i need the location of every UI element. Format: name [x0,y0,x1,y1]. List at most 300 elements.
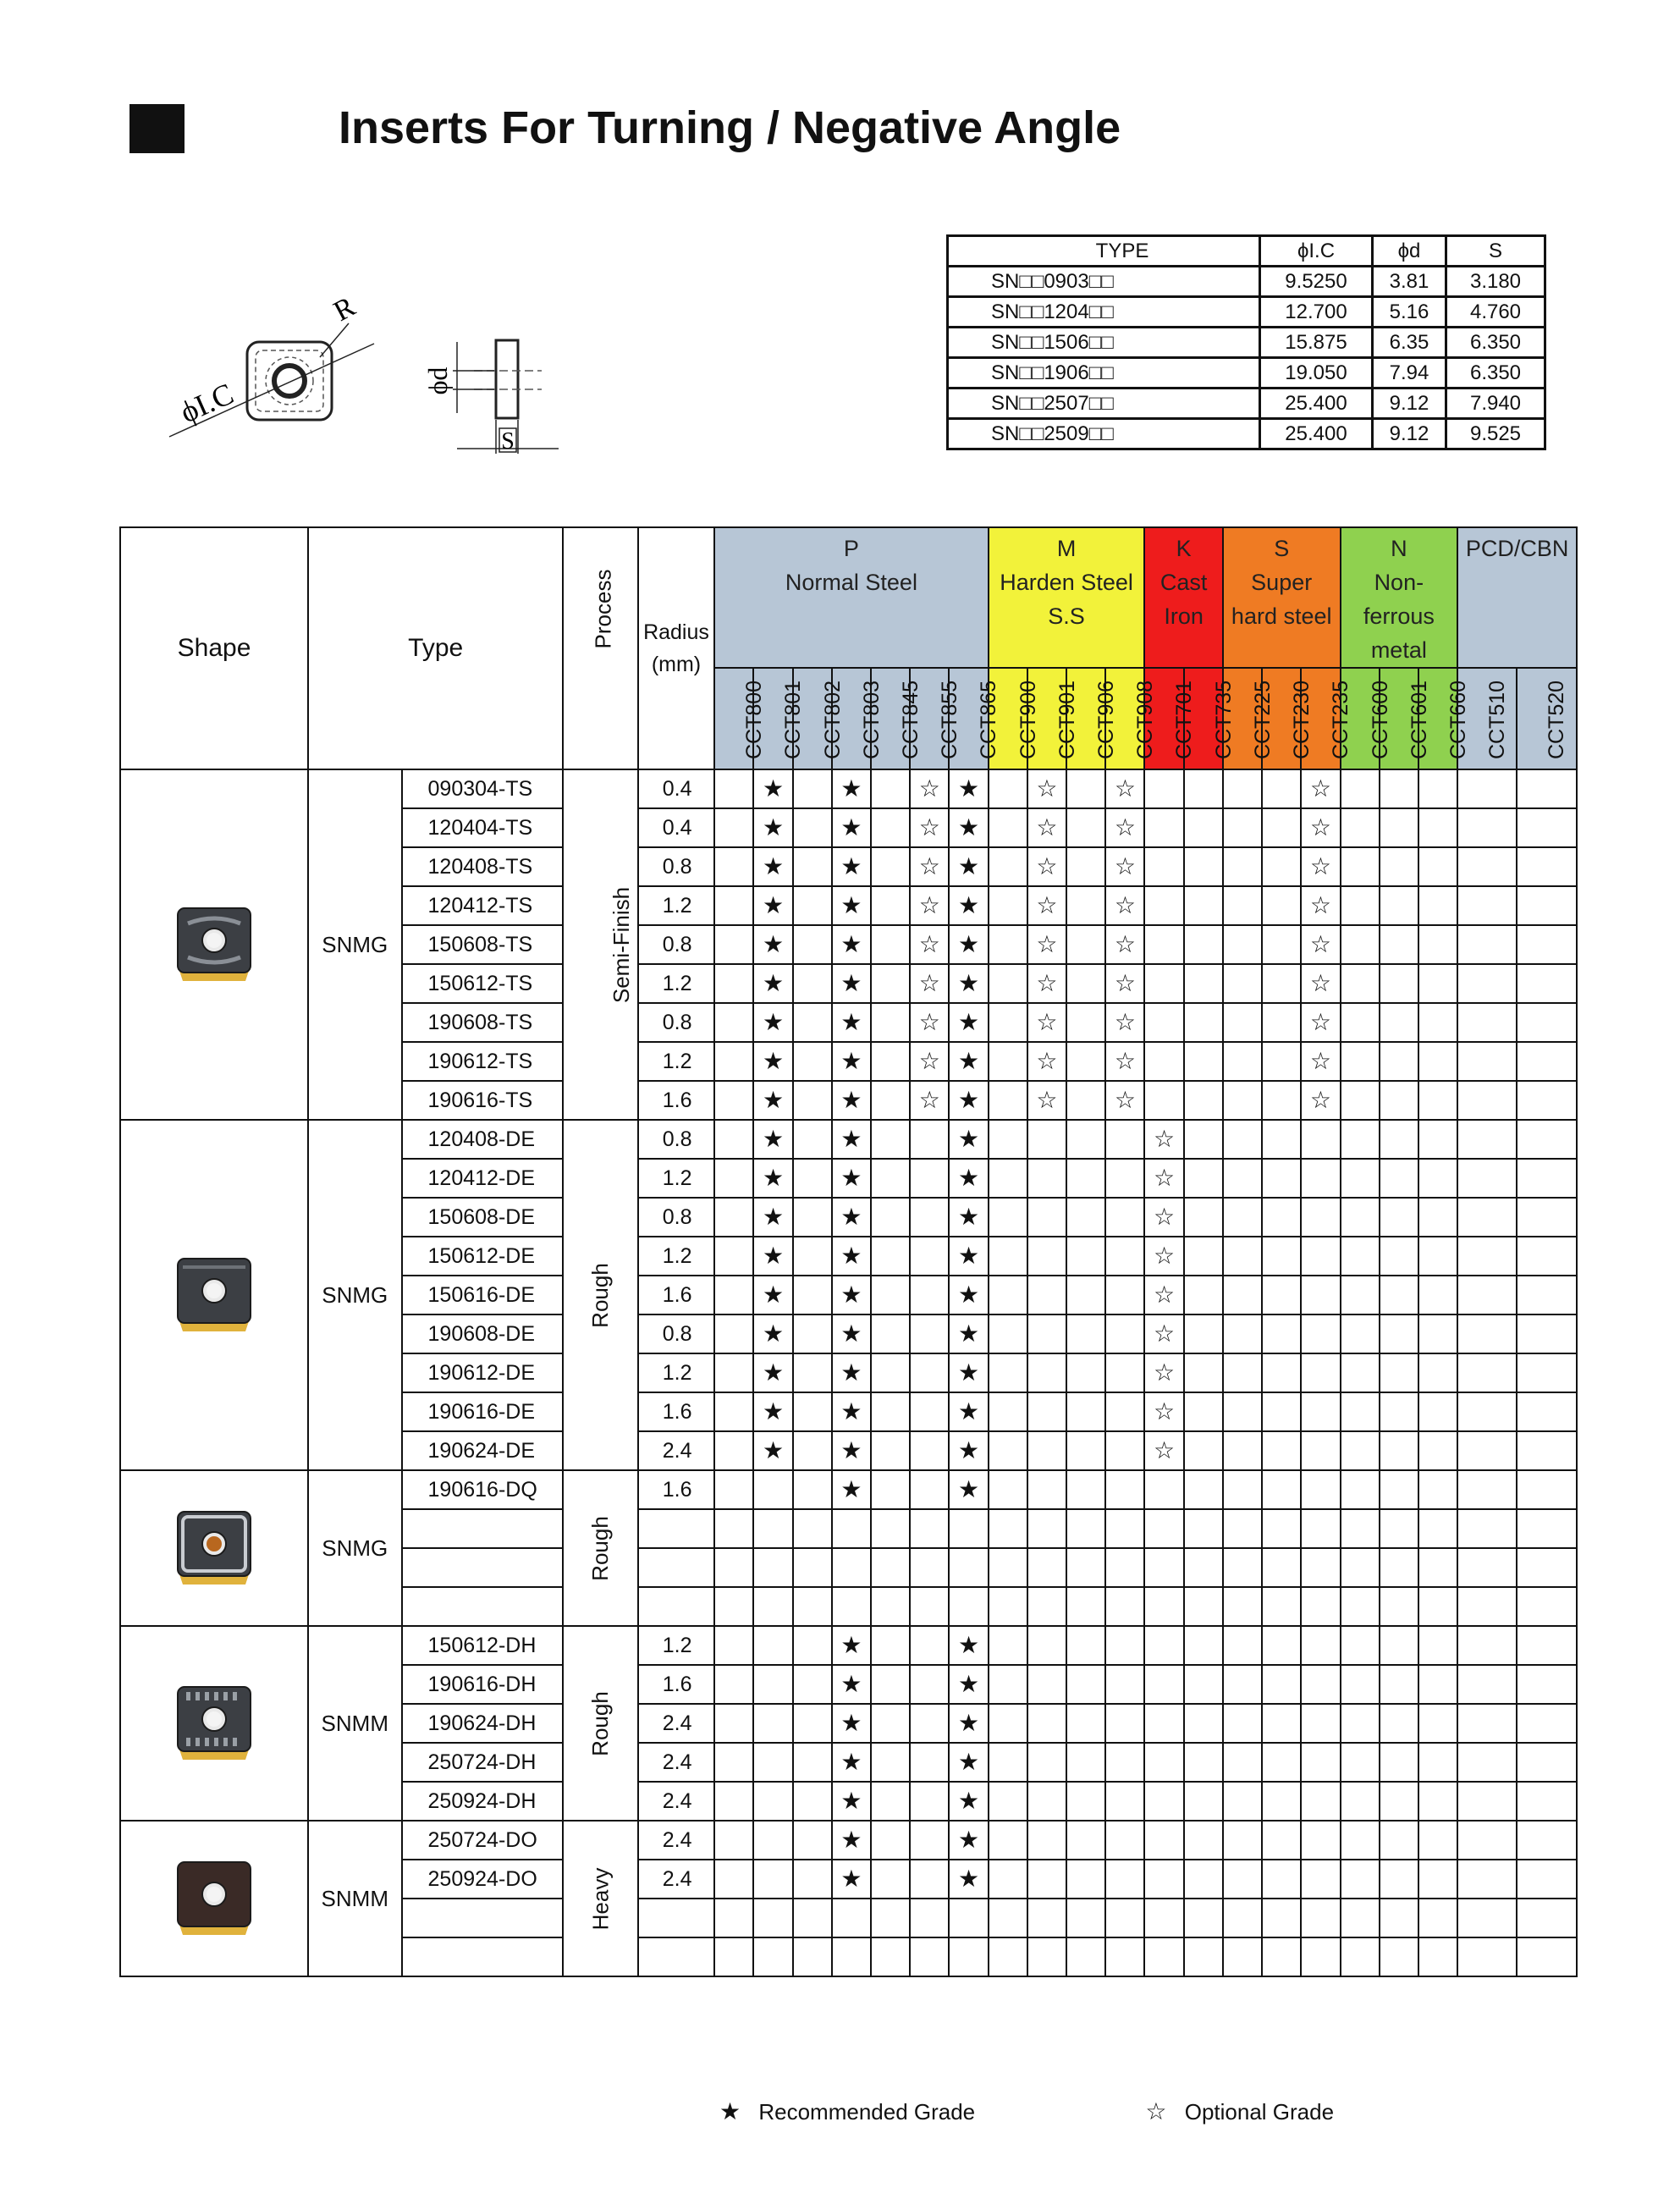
grade-mark-cell [1262,1470,1301,1509]
insert-code-cell: 190624-DE [402,1431,564,1470]
recommended-star-icon: ★ [949,1120,988,1159]
grade-mark-cell [1301,1470,1340,1509]
grade-mark-cell [1380,1276,1418,1314]
grade-mark-cell [1380,1782,1418,1821]
grade-mark-cell [1066,1743,1105,1782]
grade-mark-cell [1105,1353,1144,1392]
grade-mark-cell [1105,1626,1144,1665]
recommended-star-icon: ★ [949,769,988,808]
grade-mark-cell [910,1237,949,1276]
insert-code-cell [402,1587,564,1626]
grade-mark-cell [1418,1237,1457,1276]
grade-mark-cell [1027,1704,1066,1743]
grade-mark-cell [1105,1237,1144,1276]
optional-star-icon: ☆ [910,1003,949,1042]
grade-mark-cell [1341,1509,1380,1548]
grade-mark-cell [1262,1237,1301,1276]
grade-mark-cell [1380,1899,1418,1937]
grade-mark-cell [1380,808,1418,847]
grade-mark-cell [793,1276,832,1314]
recommended-star-icon: ★ [949,1704,988,1743]
grade-mark-cell [1027,1587,1066,1626]
grade-mark-cell [1027,1198,1066,1237]
grade-mark-cell [910,1821,949,1860]
grade-mark-cell [1105,1860,1144,1899]
grade-mark-cell [1184,925,1223,964]
grade-mark-cell [989,1042,1027,1081]
grade-mark-cell [1457,1587,1517,1626]
grade-mark-cell [1144,1042,1183,1081]
table-row [120,769,1577,808]
spec-cell: 12.700 [1260,297,1373,328]
insert-code-cell [402,1548,564,1587]
grade-mark-cell [793,1937,832,1976]
radius-cell: 1.6 [638,1665,714,1704]
grade-mark-cell [793,1314,832,1353]
grade-mark-cell [793,1003,832,1042]
grade-label: CCT803 [859,680,884,759]
grade-mark-cell [1341,1120,1380,1159]
grade-mark-cell [1418,808,1457,847]
recommended-star-icon: ★ [832,808,871,847]
radius-cell: 2.4 [638,1860,714,1899]
spec-cell: 25.400 [1260,389,1373,419]
insert-code-cell: 190616-DH [402,1665,564,1704]
grade-mark-cell [1105,1821,1144,1860]
grade-mark-cell [793,1704,832,1743]
grade-mark-cell [1223,886,1262,925]
group-letter: K [1176,536,1192,561]
grade-mark-cell [1184,1937,1223,1976]
grade-mark-cell [832,1899,871,1937]
grade-mark-cell [1301,1276,1340,1314]
grade-mark-cell [1517,847,1577,886]
grade-mark-cell [871,1314,910,1353]
grade-mark-cell [989,1431,1027,1470]
spec-cell: 9.12 [1373,389,1446,419]
grade-mark-cell [1380,1587,1418,1626]
grade-mark-cell [1301,1237,1340,1276]
grade-mark-cell [1027,1821,1066,1860]
radius-cell: 1.2 [638,1159,714,1198]
recommended-star-icon: ★ [753,1431,792,1470]
grade-mark-cell [1223,1353,1262,1392]
radius-cell: 2.4 [638,1821,714,1860]
recommended-star-icon: ★ [832,1782,871,1821]
grade-mark-cell [1380,1548,1418,1587]
grade-mark-cell [1027,1665,1066,1704]
recommended-star-icon: ★ [832,1470,871,1509]
grade-mark-cell [1027,1159,1066,1198]
optional-star-icon: ☆ [1144,1198,1183,1237]
grade-mark-cell [1223,1431,1262,1470]
material-group-n [1341,527,1458,668]
grade-mark-cell [1380,1314,1418,1353]
grade-mark-cell [949,1509,988,1548]
grade-mark-cell [1517,1860,1577,1899]
grade-mark-cell [1066,1821,1105,1860]
grade-mark-cell [910,1314,949,1353]
grade-mark-cell [989,1704,1027,1743]
group-name: Normal Steel [785,570,917,595]
grade-mark-cell [910,1626,949,1665]
radius-header [638,527,714,769]
grade-label: CCT660 [1446,680,1470,759]
grade-mark-cell [1262,1782,1301,1821]
grade-mark-cell [1457,1431,1517,1470]
grade-mark-cell [1105,1509,1144,1548]
grade-mark-cell [1066,1782,1105,1821]
grade-mark-cell [1418,1120,1457,1159]
grade-mark-cell [1184,1548,1223,1587]
recommended-star-icon: ★ [949,1665,988,1704]
grade-mark-cell [1262,1743,1301,1782]
grade-mark-cell [1418,1081,1457,1120]
grade-mark-cell [1027,1431,1066,1470]
recommended-star-icon: ★ [949,1081,988,1120]
recommended-star-icon: ★ [753,1314,792,1353]
grade-mark-cell [1418,1665,1457,1704]
recommended-star-icon: ★ [832,1665,871,1704]
optional-star-icon: ☆ [1144,1431,1183,1470]
grade-mark-cell [753,1937,792,1976]
grade-label: CCT225 [1250,680,1275,759]
grade-mark-cell [793,1353,832,1392]
recommended-star-icon: ★ [949,1860,988,1899]
recommended-star-icon: ★ [753,1353,792,1392]
grade-mark-cell [1144,847,1183,886]
spec-cell: 6.350 [1446,358,1545,389]
grade-mark-cell [1066,1081,1105,1120]
grade-mark-cell [714,1782,753,1821]
grade-mark-cell [1301,1353,1340,1392]
grade-mark-cell [1457,1509,1517,1548]
ic-label: ϕI.C [174,376,239,430]
grade-mark-cell [1027,1392,1066,1431]
grade-mark-cell [714,1821,753,1860]
grade-mark-cell [1027,1899,1066,1937]
grade-mark-cell [1184,1392,1223,1431]
recommended-star-icon: ★ [832,1860,871,1899]
optional-star-icon: ☆ [1301,1003,1340,1042]
grade-mark-cell [1105,1548,1144,1587]
grade-mark-cell [1457,1353,1517,1392]
grade-mark-cell [714,1431,753,1470]
grade-mark-cell [832,1937,871,1976]
recommended-star-icon: ★ [949,1159,988,1198]
recommended-star-icon: ★ [753,925,792,964]
optional-star-icon: ☆ [910,964,949,1003]
grade-mark-cell [1457,1821,1517,1860]
grade-mark-cell [1184,847,1223,886]
recommended-star-icon: ★ [832,1120,871,1159]
grade-mark-cell [1262,1509,1301,1548]
recommended-star-icon: ★ [949,1042,988,1081]
spec-header-cell: S [1446,236,1545,267]
grade-mark-cell [793,1821,832,1860]
spec-cell: 9.5250 [1260,267,1373,297]
optional-star-icon: ☆ [910,1081,949,1120]
recommended-star-icon: ★ [949,1314,988,1353]
grade-mark-cell [1301,1159,1340,1198]
grade-mark-cell [714,1120,753,1159]
grade-mark-cell [1341,1626,1380,1665]
recommended-star-icon: ★ [832,1159,871,1198]
grade-mark-cell [1262,1159,1301,1198]
grade-mark-cell [1066,769,1105,808]
grade-mark-cell [753,1470,792,1509]
radius-cell: 2.4 [638,1704,714,1743]
spec-row [948,389,1545,419]
grade-mark-cell [1027,1314,1066,1353]
grade-mark-cell [793,886,832,925]
grade-mark-cell [871,1821,910,1860]
grade-mark-cell [1380,964,1418,1003]
grade-mark-cell [910,1120,949,1159]
material-group-pcd [1457,527,1577,668]
optional-star-icon: ☆ [1144,1237,1183,1276]
optional-star-icon: ☆ [1301,964,1340,1003]
grade-label: CCT230 [1290,680,1314,759]
optional-star-icon: ☆ [910,808,949,847]
grade-mark-cell [1341,886,1380,925]
grade-mark-cell [1418,1276,1457,1314]
grade-mark-cell [793,769,832,808]
grade-mark-cell [1144,1782,1183,1821]
grade-mark-cell [1262,1548,1301,1587]
grade-mark-cell [1418,1821,1457,1860]
grade-mark-cell [871,925,910,964]
grade-mark-cell [1184,1314,1223,1353]
recommended-star-icon: ★ [832,1821,871,1860]
grade-mark-cell [871,1081,910,1120]
spec-cell: SN□□0903□□ [948,267,1260,297]
radius-cell: 0.8 [638,847,714,886]
grade-mark-cell [1262,1665,1301,1704]
process-label: Rough [587,1690,614,1756]
grade-mark-cell [989,1626,1027,1665]
recommended-star-icon: ★ [949,1470,988,1509]
group-letter: P [843,536,859,561]
grade-mark-cell [1105,1470,1144,1509]
optional-star-icon: ☆ [1027,925,1066,964]
grade-mark-cell [1105,1198,1144,1237]
grade-label: CCT906 [1094,680,1119,759]
grade-mark-cell [1418,1548,1457,1587]
grade-mark-cell [1144,1626,1183,1665]
recommended-star-icon: ★ [832,925,871,964]
insert-code-cell: 150608-TS [402,925,564,964]
spec-row [948,267,1545,297]
recommended-star-icon: ★ [753,1042,792,1081]
grade-mark-cell [1066,886,1105,925]
spec-table-header-row [948,236,1545,267]
grade-mark-cell [1105,1899,1144,1937]
insert-code-cell: 190612-DE [402,1353,564,1392]
grade-mark-cell [1184,1860,1223,1899]
grade-mark-cell [1223,1937,1262,1976]
insert-code-cell: 190612-TS [402,1042,564,1081]
optional-star-icon: ☆ [910,769,949,808]
page-title: Inserts For Turning / Negative Angle [339,102,1121,153]
grade-mark-cell [871,1003,910,1042]
radius-cell: 1.2 [638,964,714,1003]
grade-mark-cell [1144,1003,1183,1042]
recommended-star-icon: ★ [949,964,988,1003]
grade-mark-cell [1517,1782,1577,1821]
grade-mark-cell [1341,1237,1380,1276]
grade-mark-cell [1418,1860,1457,1899]
recommended-star-icon: ★ [753,847,792,886]
grade-mark-cell [871,1626,910,1665]
grade-mark-cell [1223,964,1262,1003]
grade-mark-cell [793,1392,832,1431]
optional-star-icon: ☆ [1301,886,1340,925]
grade-mark-cell [1262,1042,1301,1081]
grade-mark-cell [1301,1392,1340,1431]
process-header-label: Process [590,569,616,649]
grade-mark-cell [1418,1353,1457,1392]
grade-mark-cell [1262,769,1301,808]
insert-code-cell: 150616-DE [402,1276,564,1314]
grade-mark-cell [1341,1665,1380,1704]
grade-mark-cell [1105,1159,1144,1198]
grade-mark-cell [1223,769,1262,808]
grade-mark-cell [1457,1626,1517,1665]
grade-mark-cell [1380,886,1418,925]
grade-mark-cell [793,1237,832,1276]
process-label: Rough [587,1515,614,1581]
grade-mark-cell [1262,886,1301,925]
grade-mark-cell [1066,1665,1105,1704]
group-letter: M [1056,536,1077,561]
grade-mark-cell [989,1198,1027,1237]
recommended-star-icon: ★ [832,1431,871,1470]
process-cell [563,1821,637,1976]
material-group-k [1144,527,1222,668]
grade-mark-cell [1105,1665,1144,1704]
grade-mark-cell [989,1314,1027,1353]
grade-mark-cell [753,1704,792,1743]
grade-mark-cell [1380,1665,1418,1704]
type-cell: SNMG [308,769,402,1120]
grade-mark-cell [1223,1314,1262,1353]
grade-mark-cell [1457,769,1517,808]
grade-mark-cell [1027,1353,1066,1392]
grade-mark-cell [1184,1782,1223,1821]
snmg-de-insert-icon [168,1248,261,1342]
grade-mark-cell [871,1470,910,1509]
grade-mark-cell [989,1665,1027,1704]
grade-mark-cell [1341,769,1380,808]
optional-star-icon: ☆ [1144,1392,1183,1431]
grade-mark-cell [989,886,1027,925]
grade-mark-cell [1105,1743,1144,1782]
grade-mark-cell [1341,1899,1380,1937]
insert-code-cell: 190616-TS [402,1081,564,1120]
grade-mark-cell [1066,1042,1105,1081]
grade-mark-cell [871,1548,910,1587]
optional-star-icon: ☆ [910,1042,949,1081]
grade-mark-cell [1457,1548,1517,1587]
optional-star-icon: ☆ [1105,769,1144,808]
insert-code-cell: 250724-DH [402,1743,564,1782]
grade-mark-cell [1027,1120,1066,1159]
grade-mark-cell [1027,1509,1066,1548]
group-letter: N [1391,536,1407,561]
grade-mark-cell [1301,1120,1340,1159]
grade-mark-cell [753,1509,792,1548]
grade-mark-cell [1457,1159,1517,1198]
grade-header-cct800 [714,668,767,769]
table-row [120,1470,1577,1509]
grade-mark-cell [714,1159,753,1198]
grade-mark-cell [1184,1042,1223,1081]
grade-mark-cell [1223,808,1262,847]
grade-mark-cell [714,1276,753,1314]
insert-code-cell: 250924-DH [402,1782,564,1821]
grade-mark-cell [1301,1821,1340,1860]
grade-mark-cell [1144,1821,1183,1860]
grade-mark-cell [1223,1392,1262,1431]
spec-cell: 15.875 [1260,328,1373,358]
grade-mark-cell [1105,1276,1144,1314]
grade-mark-cell [1341,1782,1380,1821]
optional-star-icon: ☆ [910,925,949,964]
grade-mark-cell [1184,1237,1223,1276]
type-cell: SNMM [308,1821,402,1976]
grade-label: CCT855 [938,680,962,759]
recommended-star-icon: ★ [753,964,792,1003]
shape-cell [120,1470,308,1626]
grade-mark-cell [1380,769,1418,808]
grade-mark-cell [1066,1548,1105,1587]
grade-mark-cell [1457,1899,1517,1937]
grade-mark-cell [832,1509,871,1548]
grade-mark-cell [1066,1353,1105,1392]
recommended-star-icon: ★ [832,1081,871,1120]
grade-mark-cell [1262,1003,1301,1042]
insert-code-cell: 190608-DE [402,1314,564,1353]
grade-mark-cell [1144,1704,1183,1743]
grade-mark-cell [1223,1743,1262,1782]
recommended-star-icon: ★ [832,769,871,808]
grade-mark-cell [1418,769,1457,808]
grade-mark-cell [1144,1081,1183,1120]
insert-code-cell: 190616-DQ [402,1470,564,1509]
grade-mark-cell [793,1743,832,1782]
radius-cell: 0.8 [638,1198,714,1237]
grade-mark-cell [871,808,910,847]
radius-cell: 0.8 [638,1314,714,1353]
radius-cell: 0.8 [638,925,714,964]
grade-mark-cell [1223,1548,1262,1587]
optional-star-icon: ☆ [1301,847,1340,886]
grade-label: CCT801 [781,680,806,759]
grade-mark-cell [1184,1198,1223,1237]
grade-mark-cell [793,1042,832,1081]
grade-mark-cell [989,1237,1027,1276]
process-cell [563,769,637,1120]
grade-mark-cell [1380,1431,1418,1470]
grade-mark-cell [1223,1276,1262,1314]
grade-mark-cell [989,1470,1027,1509]
grade-mark-cell [1301,1937,1340,1976]
insert-code-cell: 190608-TS [402,1003,564,1042]
grade-label: CCT600 [1368,680,1392,759]
grade-mark-cell [1341,1821,1380,1860]
grade-mark-cell [1301,1314,1340,1353]
